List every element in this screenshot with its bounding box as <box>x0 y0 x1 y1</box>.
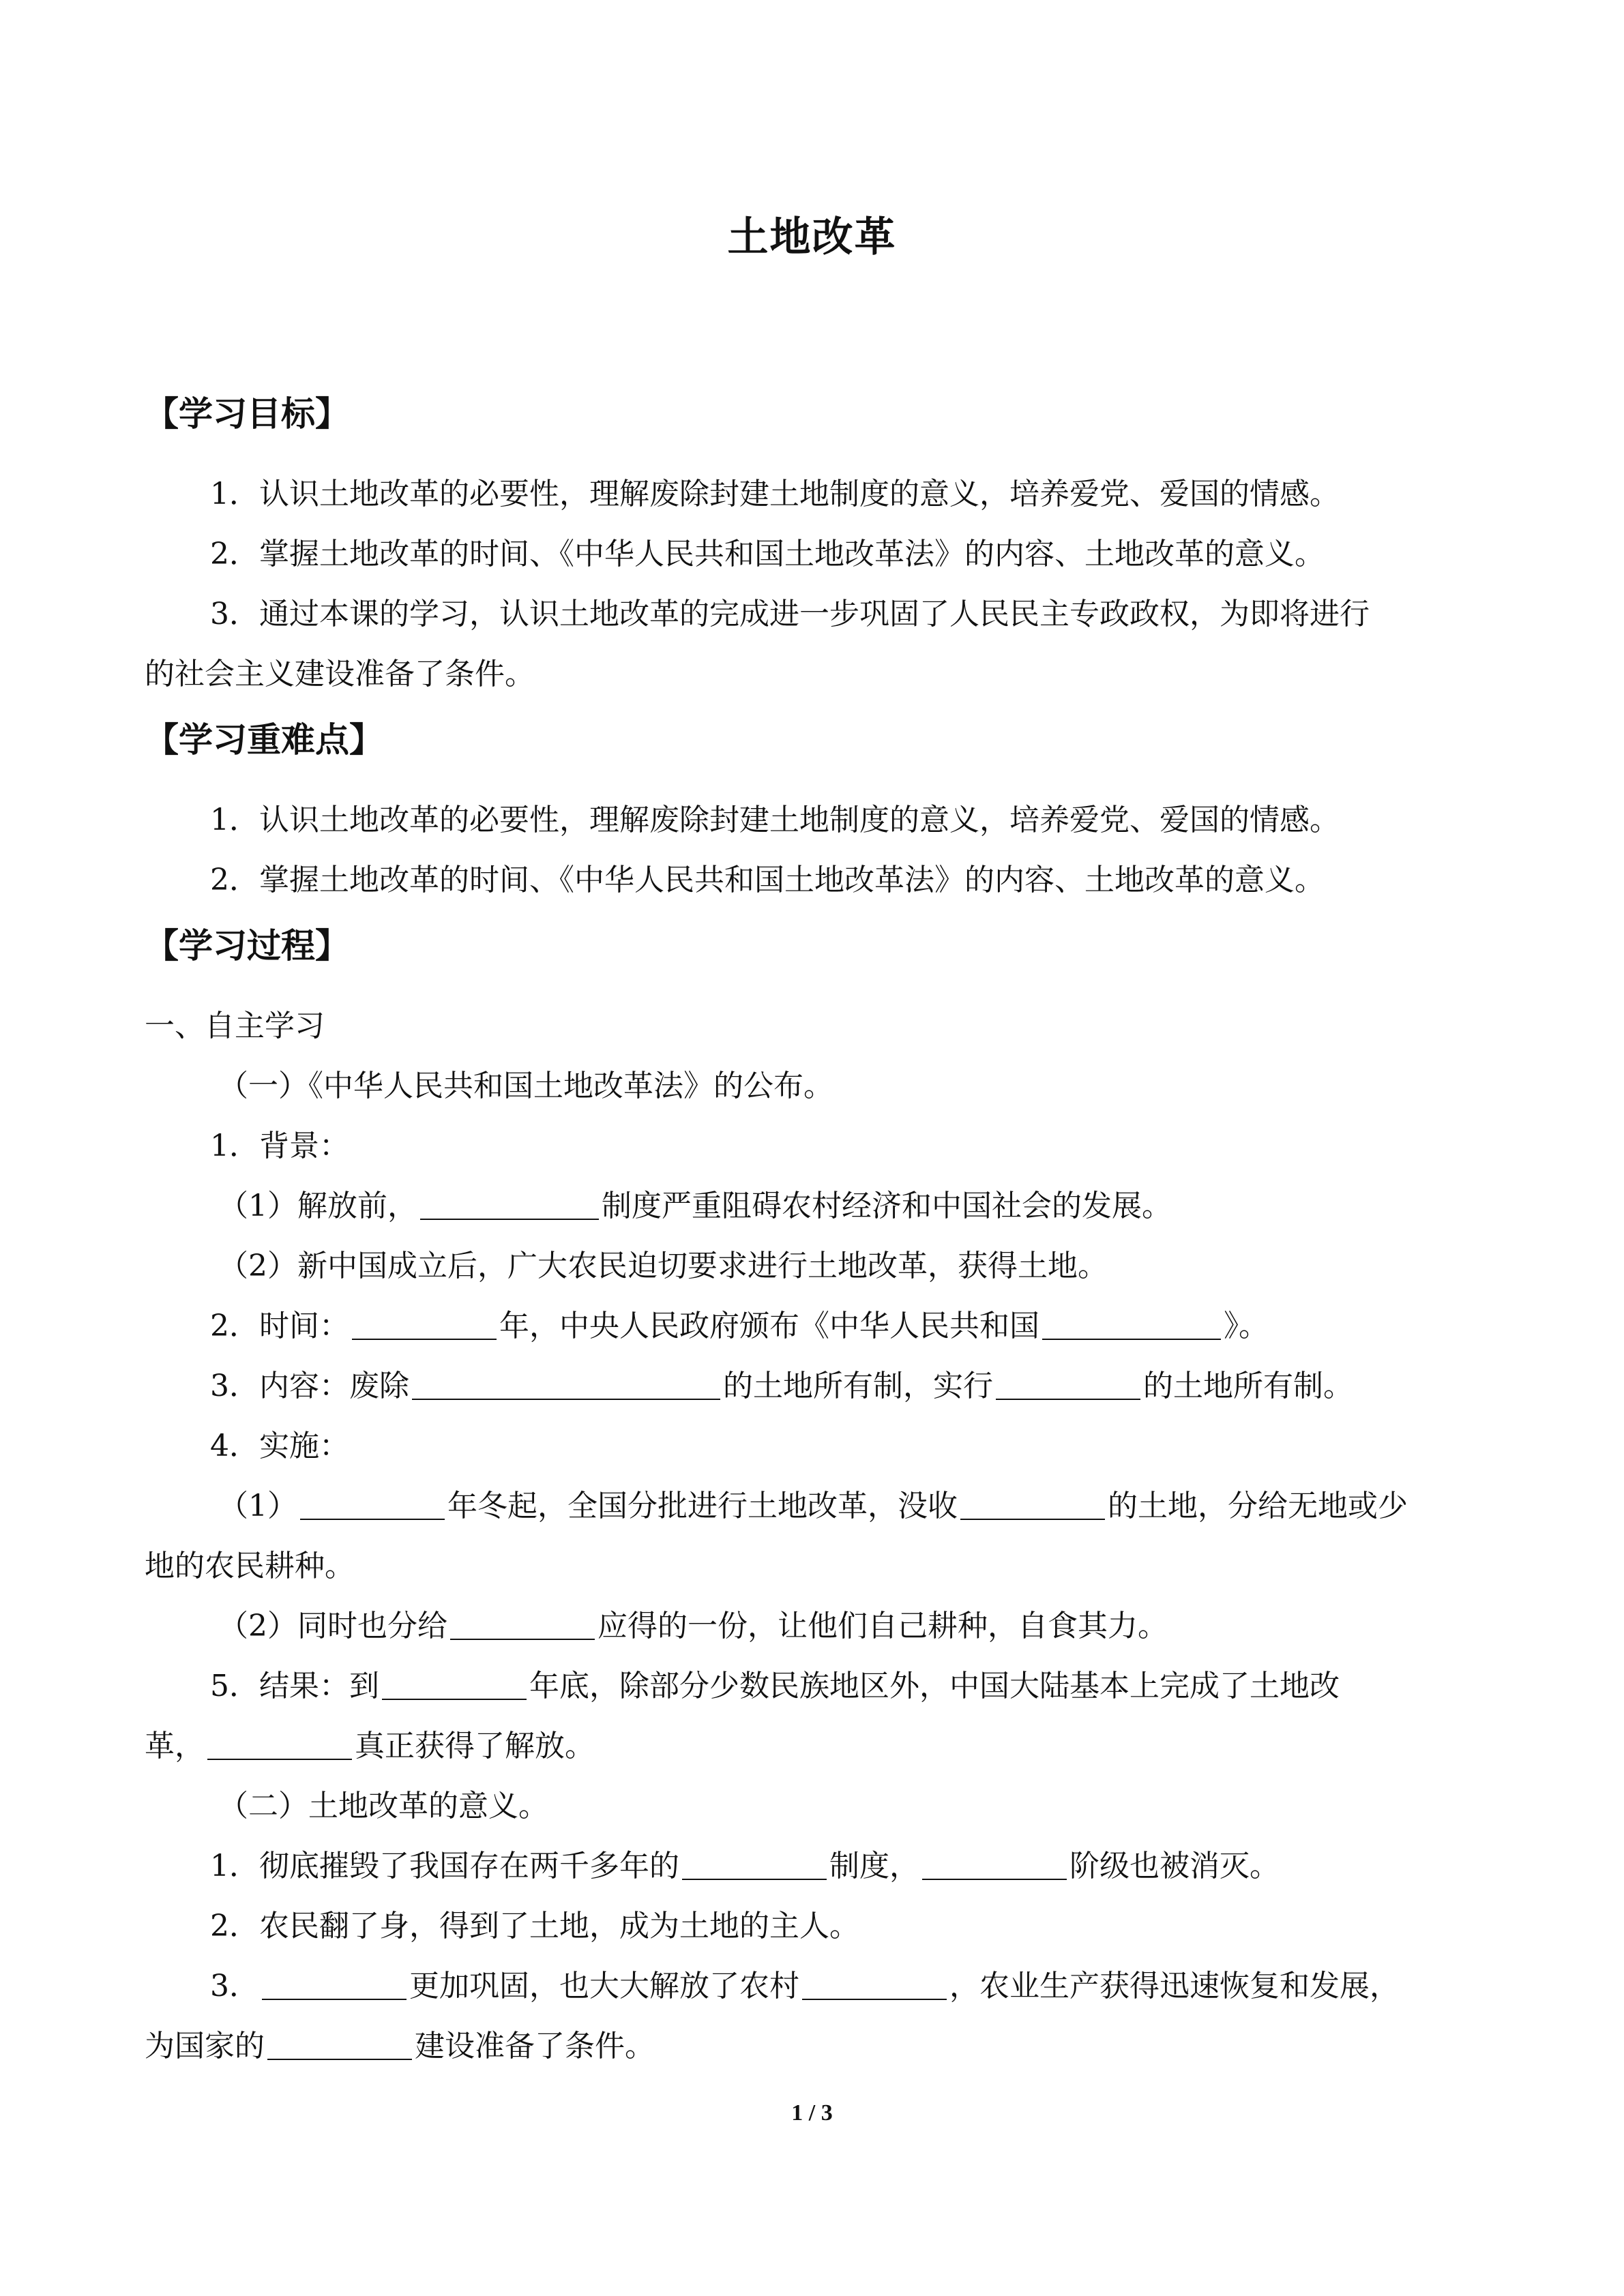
fill-blank[interactable] <box>352 1307 497 1340</box>
fill-blank[interactable] <box>207 1727 352 1760</box>
fill-blank[interactable] <box>996 1367 1140 1400</box>
part1-title: （一）《中华人民共和国土地改革法》的公布。 <box>218 1069 833 1103</box>
page-title: 土地改革 <box>727 213 897 261</box>
fill-blank[interactable] <box>382 1667 527 1700</box>
background-label: 1．背景： <box>210 1129 349 1163</box>
implementation-label: 4．实施： <box>210 1429 349 1463</box>
heading-key-points: 【学习重难点】 <box>145 720 383 760</box>
goal-item-2: 2．掌握土地改革的时间、《中华人民共和国土地改革法》的内容、土地改革的意义。 <box>210 537 1325 571</box>
implementation-item-2: （2）同时也分给 应得的一份，让他们自己耕种，自食其力。 <box>218 1609 1168 1643</box>
result-line: 5．结果：到 年底，除部分少数民族地区外，中国大陆基本上完成了土地改 <box>210 1669 1340 1703</box>
background-item-2: （2）新中国成立后，广大农民迫切要求进行土地改革，获得土地。 <box>218 1249 1108 1283</box>
fill-blank[interactable] <box>682 1847 827 1880</box>
result-line-cont: 革， 真正获得了解放。 <box>145 1729 595 1763</box>
time-line: 2．时间： 年，中央人民政府颁布《中华人民共和国 》。 <box>210 1309 1269 1343</box>
goal-item-1: 1．认识土地改革的必要性，理解废除封建土地制度的意义，培养爱党、爱国的情感。 <box>210 477 1340 511</box>
fill-blank[interactable] <box>262 1967 407 2000</box>
fill-blank[interactable] <box>1042 1307 1221 1340</box>
significance-3: 3． 更加巩固，也大大解放了农村 ，农业生产获得迅速恢复和发展， <box>210 1969 1400 2003</box>
fill-blank[interactable] <box>420 1187 599 1220</box>
fill-blank[interactable] <box>960 1487 1105 1520</box>
key-point-2: 2．掌握土地改革的时间、《中华人民共和国土地改革法》的内容、土地改革的意义。 <box>210 863 1325 897</box>
fill-blank[interactable] <box>802 1967 947 2000</box>
part2-title: （二）土地改革的意义。 <box>218 1789 548 1823</box>
background-item-1: （1）解放前， 制度严重阻碍农村经济和中国社会的发展。 <box>218 1189 1172 1223</box>
goal-item-3: 3．通过本课的学习，认识土地改革的完成进一步巩固了人民民主专政政权，为即将进行 <box>210 597 1370 631</box>
goal-item-3-cont: 的社会主义建设准备了条件。 <box>145 657 535 691</box>
content-line: 3．内容：废除 的土地所有制，实行 的土地所有制。 <box>210 1369 1353 1403</box>
fill-blank[interactable] <box>450 1607 595 1640</box>
implementation-item-1-cont: 地的农民耕种。 <box>145 1549 355 1583</box>
fill-blank[interactable] <box>922 1847 1067 1880</box>
key-point-1: 1．认识土地改革的必要性，理解废除封建土地制度的意义，培养爱党、爱国的情感。 <box>210 803 1340 837</box>
significance-1: 1．彻底摧毁了我国存在两千多年的 制度， 阶级也被消灭。 <box>210 1849 1280 1883</box>
self-study-title: 一、自主学习 <box>145 1009 325 1043</box>
page-number: 1 / 3 <box>791 2100 833 2126</box>
heading-learning-goals: 【学习目标】 <box>145 394 349 434</box>
fill-blank[interactable] <box>300 1487 445 1520</box>
significance-3-cont: 为国家的 建设准备了条件。 <box>145 2029 655 2063</box>
heading-learning-process: 【学习过程】 <box>145 926 349 966</box>
implementation-item-1: （1） 年冬起，全国分批进行土地改革，没收 的土地，分给无地或少 <box>218 1489 1408 1523</box>
fill-blank[interactable] <box>267 2027 412 2060</box>
fill-blank[interactable] <box>412 1367 720 1400</box>
significance-2: 2．农民翻了身，得到了土地，成为土地的主人。 <box>210 1909 859 1943</box>
